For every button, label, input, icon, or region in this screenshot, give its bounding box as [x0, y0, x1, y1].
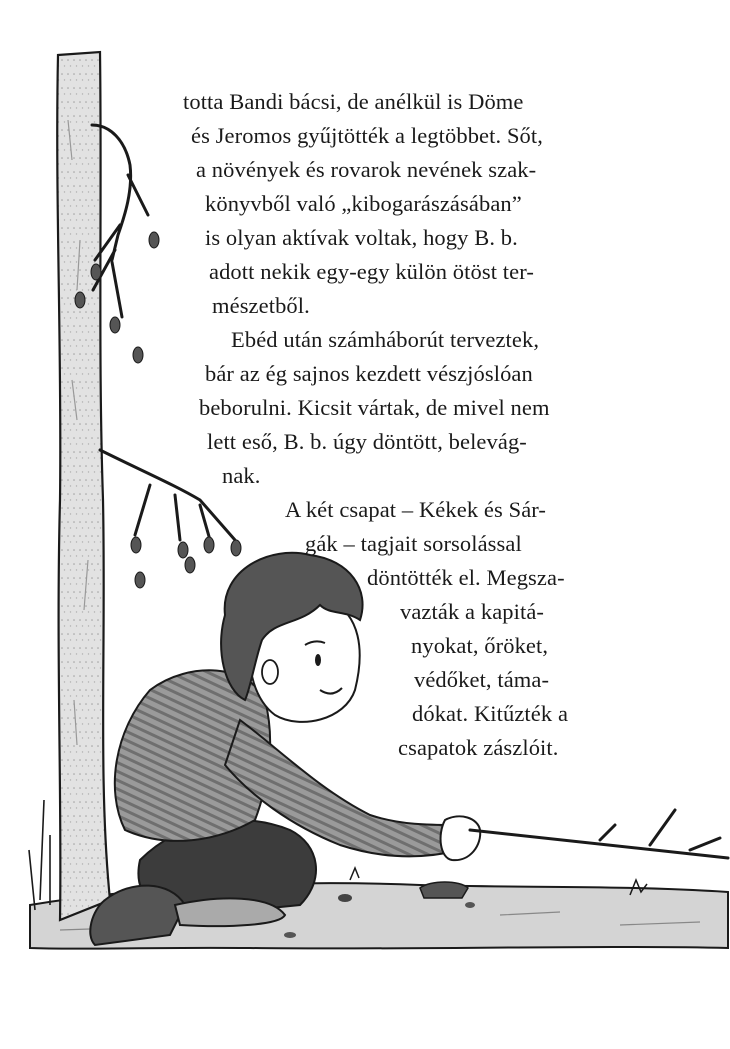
text-line: és Jeromos gyűjtötték a legtöbbet. Sőt, [191, 123, 543, 148]
text-line: mészetből. [212, 293, 310, 318]
text-line: totta Bandi bácsi, de anélkül is Döme [183, 89, 524, 114]
text-line: bár az ég sajnos kezdett vészjóslóan [205, 361, 533, 386]
text-line: vazták a kapitá- [400, 599, 545, 624]
text-line: dókat. Kitűzték a [412, 701, 569, 726]
text-line: A két csapat – Kékek és Sár- [285, 497, 547, 522]
text-line: lett eső, B. b. úgy döntött, belevág- [207, 429, 527, 454]
text-line: döntötték el. Megsza- [367, 565, 565, 590]
text-line: a növények és rovarok nevének szak- [196, 157, 537, 182]
text-line: védőket, táma- [414, 667, 550, 692]
text-line: nak. [222, 463, 261, 488]
text-line: adott nekik egy-egy külön ötöst ter- [209, 259, 534, 284]
text-line: Ebéd után számháborút terveztek, [231, 327, 540, 352]
text-line: csapatok zászlóit. [398, 735, 559, 760]
text-line: gák – tagjait sorsolással [305, 531, 522, 556]
text-line: nyokat, őröket, [411, 633, 549, 658]
text-line: könyvből való „kibogarászásában” [205, 191, 522, 216]
text-line: beborulni. Kicsit vártak, de mivel nem [199, 395, 550, 420]
text-line: is olyan aktívak voltak, hogy B. b. [205, 225, 518, 250]
